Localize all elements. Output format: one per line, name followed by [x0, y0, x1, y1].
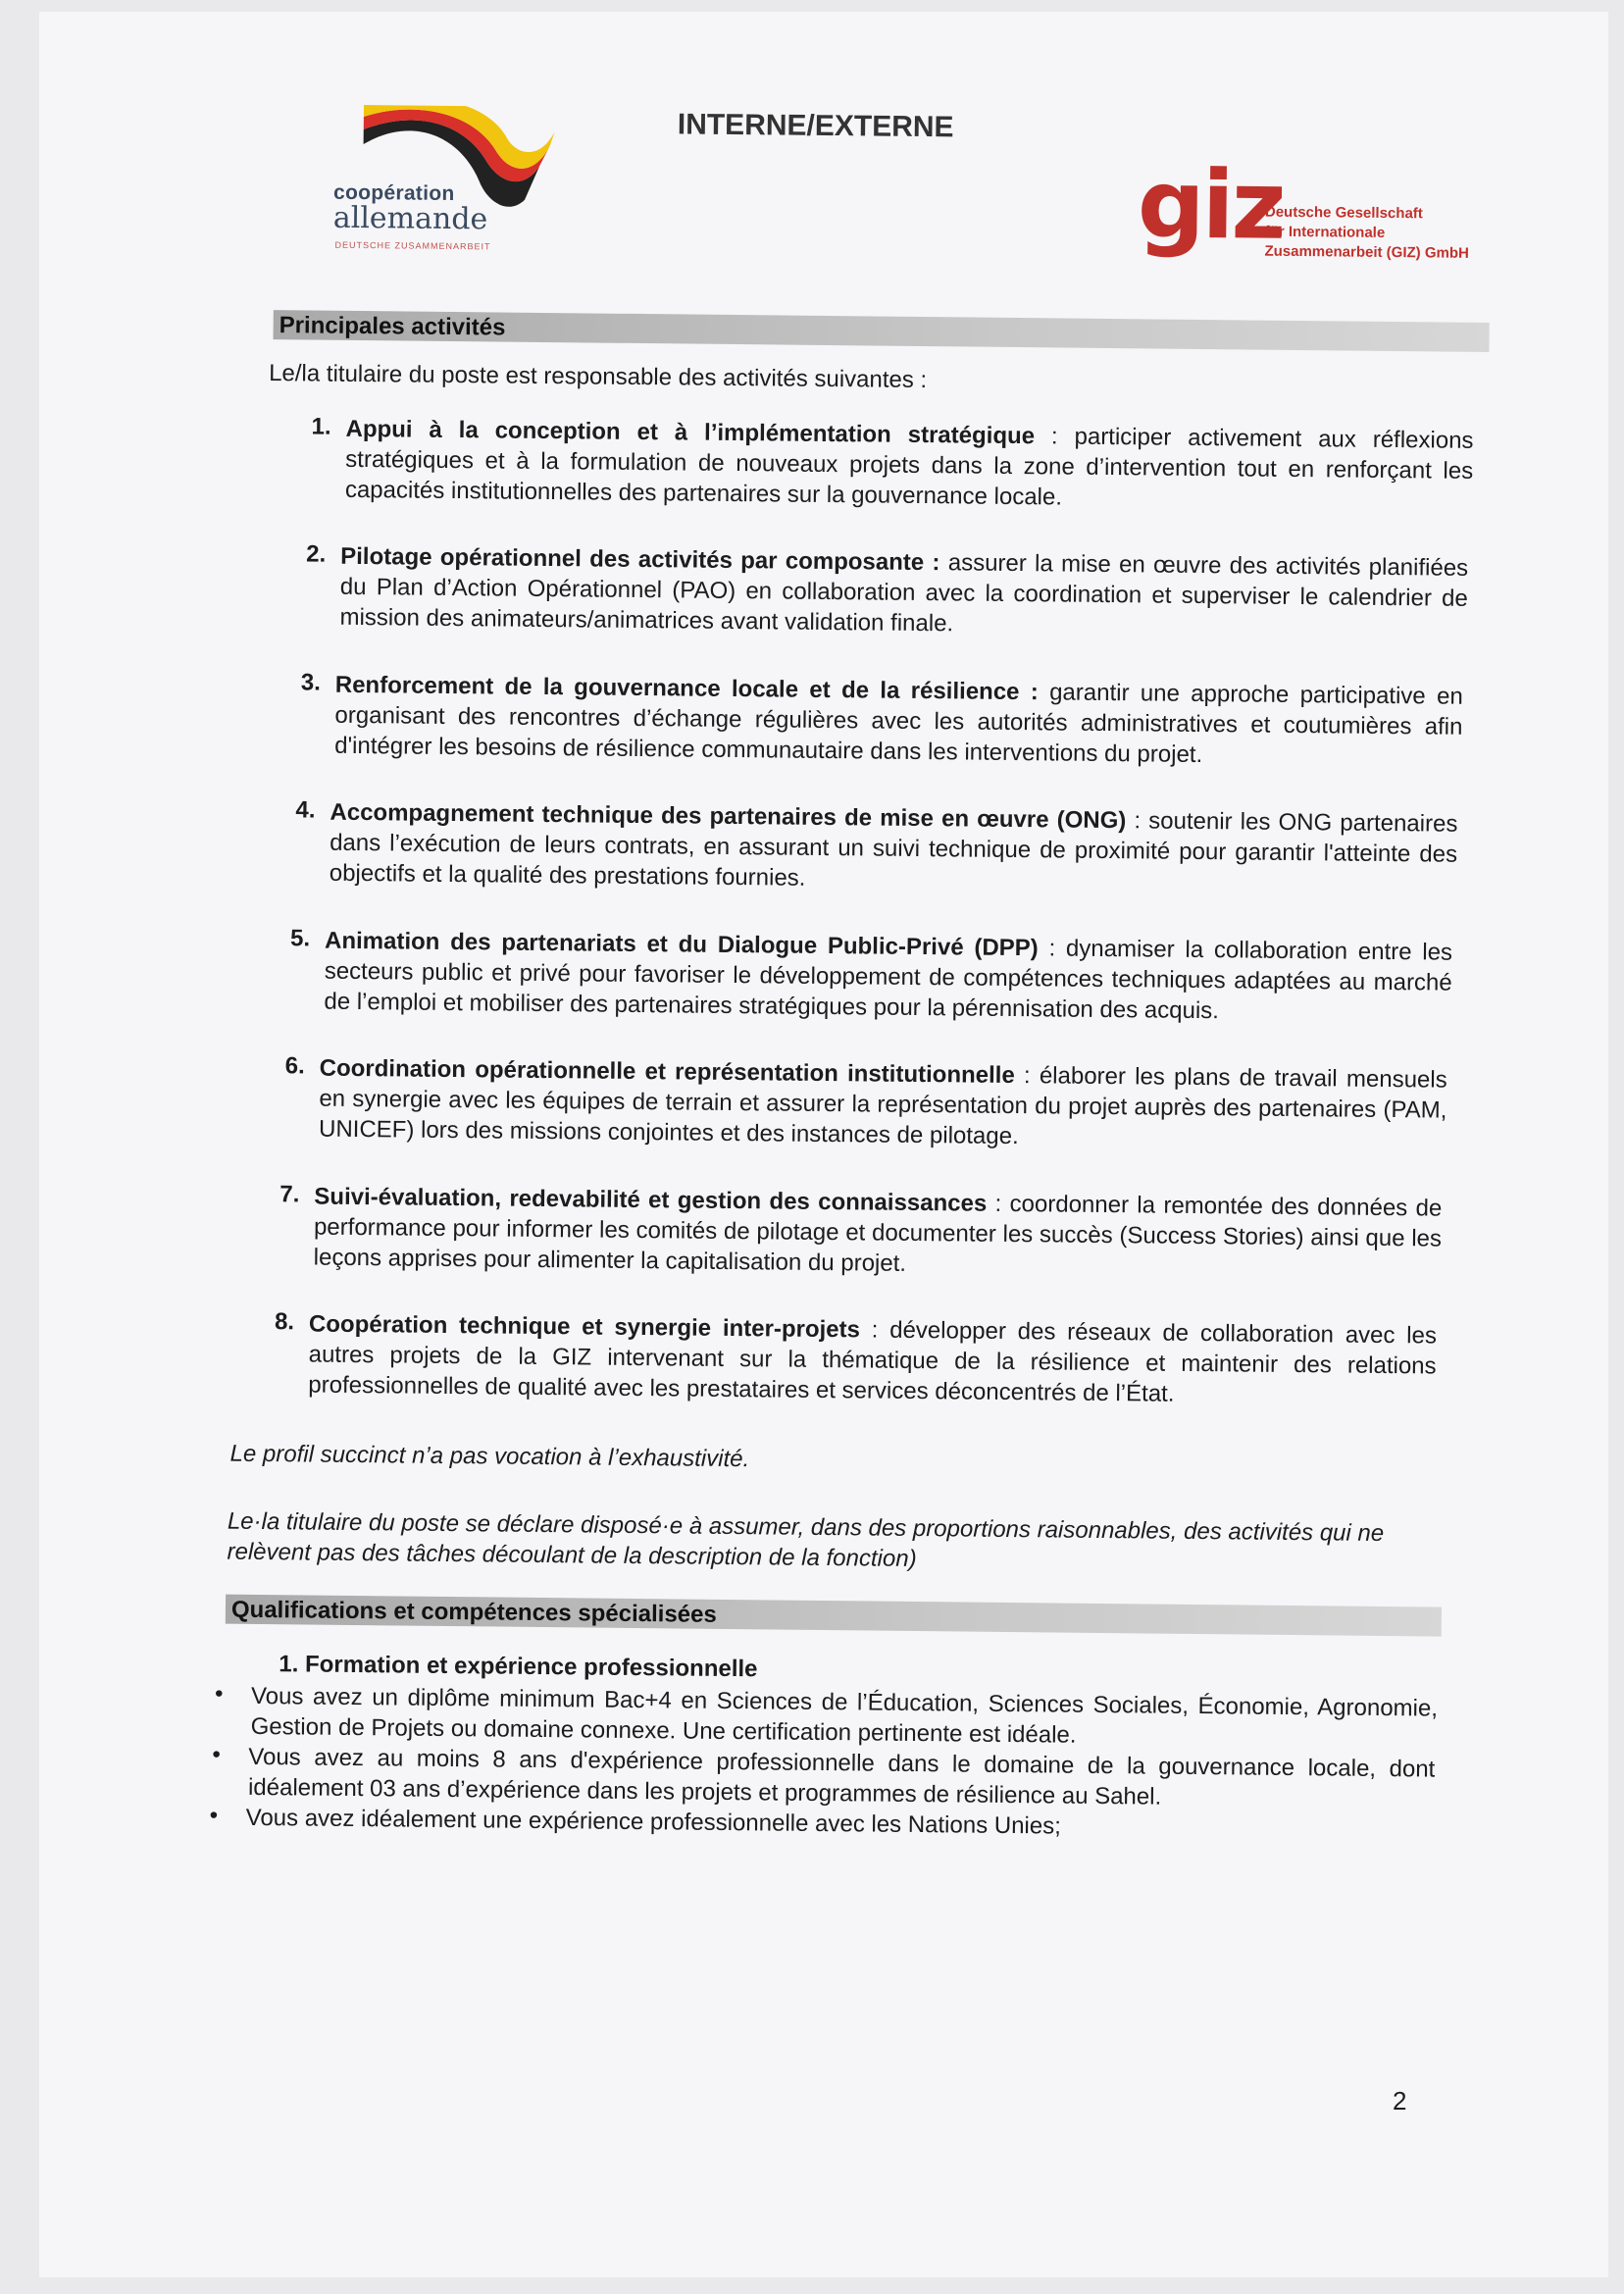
item-description: : élaborer les plans de travail mensuels en synergie avec les équipes de terrain et assurer la représentation du projet auprès des partenaires (PAM, UNICEF) lors des missions conjointes et des instances de pilotage. — [318, 1062, 1447, 1150]
item-heading: Renforcement de la gouvernance locale et de la résilience : — [334, 671, 1039, 706]
item-description: garantir une approche participative en organisant des rencontres d’échange régulières avec les autorités administratives et coutumières afin d'intégrer les besoins de résilience communautaire dans les interventions du projet. — [334, 679, 1463, 769]
profile-note: Le profil succinct n’a pas vocation à l’exhaustivité. — [229, 1440, 750, 1473]
bullet-text: Vous avez un diplôme minimum Bac+4 en Sciences de l’Éducation, Sciences Sociales, Économie, Agronomie, Gestion de Projets ou domaine connexe. Une certification pertinente est idéale. — [250, 1682, 1439, 1749]
item-number: 2. — [306, 540, 327, 568]
subsection-title: 1. Formation et expérience professionnelle — [279, 1651, 758, 1683]
item-heading: Animation des partenariats et du Dialogue Public-Privé (DPP) — [324, 927, 1039, 962]
item-number: 1. — [311, 413, 331, 440]
coop-logo-line1: coopération — [332, 180, 455, 206]
item-text — [314, 1182, 1443, 1285]
section-title: Principales activités — [279, 312, 506, 341]
item-text — [345, 414, 1474, 517]
giz-logo-mark: giz — [1137, 149, 1285, 261]
section-title: Qualifications et compétences spécialisées — [230, 1596, 717, 1628]
item-number: 6. — [284, 1052, 305, 1080]
item-description: assurer la mise en œuvre des activités planifiées du Plan d’Action Opérationnel (PAO) en collaboration avec la coordination et superviser le calendrier de mission des animateurs/animatrices avant validation finale. — [339, 549, 1469, 637]
item-text — [330, 797, 1458, 900]
item-heading: Pilotage opérationnel des activités par composante : — [340, 542, 940, 577]
item-description: : coordonner la remontée des données de performance pour informer les comités de pilotage et documenter les succès (Success Stories) ainsi que les leçons apprises pour alimenter la capitalisation du projet. — [313, 1190, 1443, 1277]
section-intro: Le/la titulaire du poste est responsable des activités suivantes : — [269, 360, 928, 394]
document-page — [39, 12, 1608, 2277]
item-description: : soutenir les ONG partenaires dans l’exécution de leurs contrats, en assurant un suivi technique de proximité pour garantir l'atteinte des objectifs et la qualité des prestations fournies. — [329, 807, 1458, 892]
item-number: 3. — [300, 669, 322, 696]
section-header-qualifications — [226, 1595, 1442, 1637]
item-number: 8. — [274, 1308, 295, 1336]
section-header-activities — [274, 310, 1490, 352]
item-number: 5. — [289, 925, 311, 952]
item-text — [308, 1309, 1437, 1412]
item-heading: Appui à la conception et à l’implémentation stratégique — [345, 415, 1036, 450]
item-number: 7. — [279, 1181, 300, 1208]
item-text — [339, 541, 1468, 644]
coop-logo-line2: allemande — [332, 200, 488, 237]
item-text — [334, 670, 1463, 773]
item-description: : développer des réseaux de collaboration avec les autres projets de la GIZ intervenant sur la thématique de la résilience et maintenir des relations professionnelles de qualité avec les prestataires et services déconcentrés de l’État. — [308, 1316, 1438, 1407]
document-classification-title: INTERNE/EXTERNE — [677, 108, 954, 144]
item-text — [324, 926, 1452, 1029]
bullet-text: Vous avez idéalement une expérience professionnelle avec les Nations Unies; — [245, 1804, 1061, 1840]
coop-logo-line3: DEUTSCHE ZUSAMMENARBEIT — [334, 239, 491, 252]
item-heading: Suivi-évaluation, redevabilité et gestion des connaissances — [314, 1183, 988, 1217]
bullet-text: Vous avez au moins 8 ans d'expérience professionnelle dans le domaine de la gouvernance locale, dont idéalement 03 ans d’expérience dans les projets et programmes de résilience au Sahel. — [247, 1743, 1436, 1810]
item-heading: Coopération technique et synergie inter-projets — [308, 1310, 861, 1344]
disclaimer-note: Le·la titulaire du poste se déclare disposé·e à assumer, dans des proportions raisonnables, des activités qui ne relèvent pas des tâches découlant de la description de la fonction) — [227, 1507, 1385, 1573]
item-heading: Coordination opérationnelle et représentation institutionnelle — [319, 1054, 1015, 1090]
bullet-icon: • — [209, 1802, 219, 1829]
giz-logo-line: Deutsche Gesellschaft — [1264, 203, 1423, 223]
item-heading: Accompagnement technique des partenaires de mise en œuvre (ONG) — [330, 798, 1127, 835]
bullet-icon: • — [212, 1741, 221, 1768]
bullet-icon: • — [214, 1680, 224, 1708]
item-number: 4. — [295, 796, 316, 824]
item-description: : dynamiser la collaboration entre les secteurs public et privé pour favoriser le développement de compétences techniques adaptées au marché de l’emploi et mobiliser des partenaires stratégiques pour la pérennisation des acquis. — [324, 935, 1453, 1025]
giz-logo-line: für Internationale — [1264, 223, 1386, 241]
giz-logo-text — [1264, 203, 1469, 264]
page-number: 2 — [1393, 2086, 1407, 2116]
item-description: : participer activement aux réflexions stratégiques et à la formulation de nouveaux projets dans la zone d’intervention tout en renforçant les capacités institutionnelles des partenaires sur la gouvernance locale. — [344, 423, 1474, 511]
giz-logo-line: Zusammenarbeit (GIZ) GmbH — [1264, 242, 1469, 262]
item-text — [319, 1053, 1447, 1156]
scanned-content — [27, 4, 1620, 2286]
